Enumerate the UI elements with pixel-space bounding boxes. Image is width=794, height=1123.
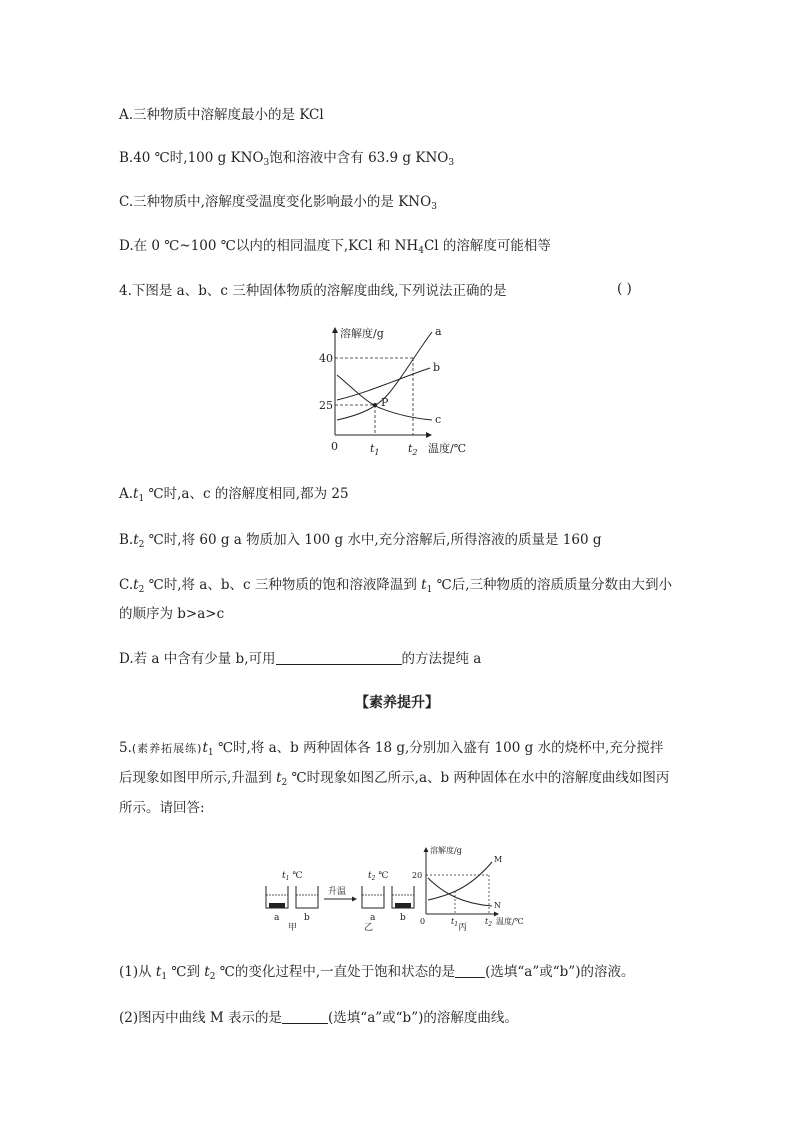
q4-solubility-chart [315, 320, 485, 460]
svg-text:M: M [494, 855, 503, 864]
q5-part-2: (2)图丙中曲线 M 表示的是 (选填“a”或“b”)的溶解度曲线。 [119, 1010, 518, 1026]
q4-stem: 4.下图是 a、b、c 三种固体物质的溶解度曲线,下列说法正确的是 [119, 283, 507, 299]
answer-blank-2[interactable] [282, 1009, 328, 1024]
svg-text:t1: $t_1$ [451, 917, 459, 928]
answer-blank-d[interactable] [276, 650, 402, 665]
svg-text:丙: 丙 [458, 923, 468, 932]
x-tick-t2: $t_2$ [408, 442, 418, 457]
svg-text:溶解度/g: 溶解度/g [430, 846, 462, 855]
q4-option-c: $C.t_2$ ℃时,将 a、b、c 三种物质的饱和溶液降温到 $t_1$ ℃后,三种物质的溶质质量分数由大到小 [119, 577, 672, 595]
section-heading: 【素养提升】 [355, 695, 439, 711]
answer-blank-1[interactable] [455, 963, 485, 978]
svg-text:t2: $t_2$ [485, 917, 493, 928]
q5-line-2: 后现象如图甲所示,升温到 $t_2$ ℃时现象如图乙所示,a、b 两种固体在水中的溶解度曲线如图丙 [119, 770, 670, 788]
svg-text:升温: 升温 [328, 887, 347, 897]
beaker-yi-a [362, 886, 384, 908]
svg-text:甲: 甲 [288, 923, 298, 932]
svg-text:乙: 乙 [364, 923, 374, 932]
svg-text:a: a [274, 913, 280, 923]
origin-label: 0 [331, 440, 338, 453]
svg-text:t1 ℃: $t_1$ ℃ [282, 871, 303, 882]
q3-option-d: D.在 0 ℃~100 ℃以内的相同温度下,KCl 和 $NH_4Cl$ 的溶解度可能相等 [119, 238, 551, 256]
answer-paren: ( ) [617, 281, 632, 297]
point-p [373, 403, 377, 407]
q4-option-b: $B.t_2$ ℃时,将 60 g a 物质加入 100 g 水中,充分溶解后,所得溶液的质量是 160 g [119, 532, 602, 550]
svg-text:a: a [370, 913, 376, 923]
svg-text:0: 0 [420, 917, 426, 926]
beaker-jia-b [296, 886, 318, 908]
svg-text:N: N [494, 901, 501, 910]
curve-c-label: c [435, 413, 442, 426]
q5-part-1: (1)从 $t_1$ ℃到 $t_2$ ℃的变化过程中,一直处于饱和状态的是 (选填“a”或“b”)的溶液。 [119, 964, 635, 982]
curve-m [428, 862, 492, 900]
y-axis-label: 溶解度/g [340, 327, 384, 340]
q4-option-d: D.若 a 中含有少量 b,可用 的方法提纯 a [119, 651, 482, 667]
y-tick-40: 40 [319, 352, 333, 365]
curve-n [428, 878, 492, 906]
svg-text:温度/℃: 温度/℃ [496, 917, 524, 926]
q3-option-b: B.40 ℃时,100 g $KNO_3$饱和溶液中含有 63.9 g $KNO_3$ [119, 150, 455, 168]
q3-option-c: C.三种物质中,溶解度受温度变化影响最小的是 $KNO_3$ [119, 194, 437, 212]
q5-line-1: 5.(素养拓展练)$t_1$ ℃时,将 a、b 两种固体各 18 g,分别加入盛有 100 g 水的烧杯中,充分搅拌 [119, 740, 664, 758]
y-tick-25: 25 [319, 399, 333, 412]
q3-option-a: A.三种物质中溶解度最小的是 KCl [119, 107, 324, 123]
q5-figure [260, 840, 540, 932]
q5-line-3: 所示。请回答: [119, 800, 205, 816]
q4-option-a: $A.t_1$ ℃时,a、c 的溶解度相同,都为 25 [119, 486, 349, 504]
x-tick-t1: $t_1$ [370, 442, 380, 457]
svg-text:t2 ℃: $t_2$ ℃ [368, 871, 389, 882]
svg-text:b: b [400, 913, 406, 923]
beaker-yi-b [392, 886, 414, 908]
q4-option-c-cont: 的顺序为 b>a>c [119, 606, 225, 622]
beaker-jia-a [266, 886, 288, 908]
curve-b-label: b [433, 361, 441, 374]
x-axis-label: 温度/℃ [428, 442, 467, 455]
svg-text:20: 20 [412, 871, 423, 880]
point-p-label: P [381, 396, 389, 409]
curve-a-label: a [435, 325, 442, 338]
svg-text:b: b [304, 913, 310, 923]
